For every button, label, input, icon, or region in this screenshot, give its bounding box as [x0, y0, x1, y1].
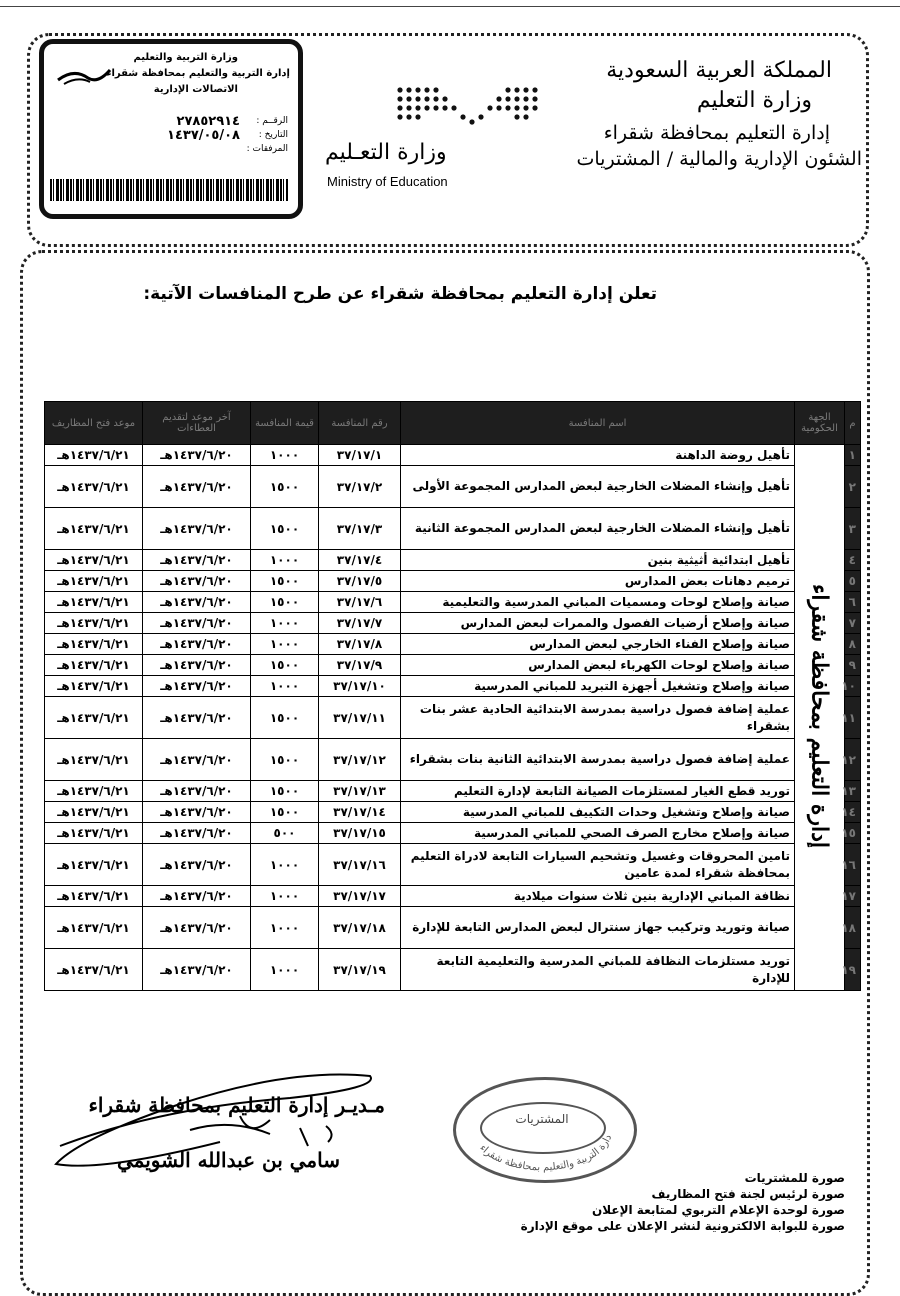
table-row	[45, 571, 861, 592]
serial-cell: ٨	[845, 634, 861, 655]
open-date-cell: ١٤٣٧/٦/٢١هـ	[45, 907, 143, 949]
tender-number-cell: ٣٧/١٧/١٧	[319, 886, 401, 907]
tender-value-cell: ١٠٠٠	[251, 886, 319, 907]
serial-cell: ١٧	[845, 886, 861, 907]
tender-value-cell: ١٥٠٠	[251, 802, 319, 823]
stamp-attachments-label: المرفقات :	[246, 144, 288, 154]
table-row	[45, 466, 861, 508]
open-date-cell: ١٤٣٧/٦/٢١هـ	[45, 592, 143, 613]
stamp-number: ٢٧٨٥٢٩١٤	[176, 114, 240, 129]
tender-name-cell: تأهيل روضة الداهنة	[401, 445, 795, 466]
stamp-logo-icon	[54, 62, 114, 90]
tender-value-cell: ١٠٠٠	[251, 676, 319, 697]
copy-line: صورة للمشتريات	[744, 1171, 845, 1185]
ministry-title: وزارة التعليم	[696, 88, 812, 113]
table-row	[45, 550, 861, 571]
signatory-name: سامي بن عبدالله الشويمي	[117, 1148, 340, 1172]
table-row	[45, 781, 861, 802]
table-row	[45, 739, 861, 781]
tender-number-cell: ٣٧/١٧/١٦	[319, 844, 401, 886]
tender-number-cell: ٣٧/١٧/٦	[319, 592, 401, 613]
tender-name-cell: صيانة وإصلاح الفناء الخارجي لبعض المدارس	[401, 634, 795, 655]
logo-english-text: Ministry of Education	[327, 174, 448, 189]
tender-name-cell: صيانة وإصلاح لوحات ومسميات المباني المدرسية والتعليمية	[401, 592, 795, 613]
serial-cell: ٧	[845, 613, 861, 634]
serial-cell: ١٥	[845, 823, 861, 844]
tender-name-cell: صيانة وإصلاح لوحات الكهرباء لبعض المدارس	[401, 655, 795, 676]
tender-number-cell: ٣٧/١٧/١٩	[319, 949, 401, 991]
header-department: الجهة الحكومية	[795, 402, 845, 445]
tender-value-cell: ١٥٠٠	[251, 508, 319, 550]
tender-value-cell: ١٠٠٠	[251, 949, 319, 991]
open-date-cell: ١٤٣٧/٦/٢١هـ	[45, 571, 143, 592]
stamp-number-label: الرقــم :	[256, 116, 288, 126]
tender-value-cell: ١٥٠٠	[251, 739, 319, 781]
tender-name-cell: تأهيل وإنشاء المضلات الخارجية لبعض المدارس المجموعة الأولى	[401, 466, 795, 508]
last-date-cell: ١٤٣٧/٦/٢٠هـ	[143, 739, 251, 781]
announcement-heading: تعلن إدارة التعليم بمحافظة شقراء عن طرح المنافسات الآتية:	[143, 284, 657, 304]
last-date-cell: ١٤٣٧/٦/٢٠هـ	[143, 508, 251, 550]
tender-name-cell: صيانة وتوريد وتركيب جهاز سنترال لبعض المدارس التابعة للإدارة	[401, 907, 795, 949]
ministry-logo-icon	[392, 82, 542, 130]
tender-number-cell: ٣٧/١٧/٧	[319, 613, 401, 634]
serial-cell: ١٩	[845, 949, 861, 991]
open-date-cell: ١٤٣٧/٦/٢١هـ	[45, 949, 143, 991]
table-row	[45, 508, 861, 550]
copy-line: صورة للبوابة الالكترونية لنشر الإعلان على موقع الإدارة	[520, 1219, 845, 1233]
tender-name-cell: تأهيل ابتدائية أثيثية بنين	[401, 550, 795, 571]
table-row	[45, 802, 861, 823]
header-serial: م	[845, 402, 861, 445]
last-date-cell: ١٤٣٧/٦/٢٠هـ	[143, 550, 251, 571]
tender-number-cell: ٣٧/١٧/٨	[319, 634, 401, 655]
open-date-cell: ١٤٣٧/٦/٢١هـ	[45, 844, 143, 886]
serial-cell: ١٦	[845, 844, 861, 886]
tender-value-cell: ١٠٠٠	[251, 445, 319, 466]
open-date-cell: ١٤٣٧/٦/٢١هـ	[45, 823, 143, 844]
table-row	[45, 697, 861, 739]
last-date-cell: ١٤٣٧/٦/٢٠هـ	[143, 592, 251, 613]
tender-number-cell: ٣٧/١٧/١٥	[319, 823, 401, 844]
tender-number-cell: ٣٧/١٧/١٢	[319, 739, 401, 781]
header-number: رقم المنافسة	[319, 402, 401, 445]
tender-value-cell: ١٠٠٠	[251, 907, 319, 949]
open-date-cell: ١٤٣٧/٦/٢١هـ	[45, 886, 143, 907]
table-row	[45, 949, 861, 991]
stamp-line-2: إدارة التربية والتعليم بمحافظة شقراء	[106, 68, 290, 79]
open-date-cell: ١٤٣٧/٦/٢١هـ	[45, 676, 143, 697]
section-title: الشئون الإدارية والمالية / المشتريات	[576, 148, 862, 170]
open-date-cell: ١٤٣٧/٦/٢١هـ	[45, 802, 143, 823]
tender-value-cell: ١٠٠٠	[251, 634, 319, 655]
tender-number-cell: ٣٧/١٧/١١	[319, 697, 401, 739]
last-date-cell: ١٤٣٧/٦/٢٠هـ	[143, 823, 251, 844]
open-date-cell: ١٤٣٧/٦/٢١هـ	[45, 550, 143, 571]
last-date-cell: ١٤٣٧/٦/٢٠هـ	[143, 844, 251, 886]
open-date-cell: ١٤٣٧/٦/٢١هـ	[45, 697, 143, 739]
serial-cell: ١٤	[845, 802, 861, 823]
stamp-line-1: وزارة التربية والتعليم	[133, 52, 238, 63]
copies-list	[500, 1170, 845, 1234]
tender-value-cell: ١٠٠٠	[251, 613, 319, 634]
stamp-date-label: التاريخ :	[258, 130, 288, 140]
tender-name-cell: صيانة وإصلاح وتشغيل وحدات التكييف للمباني المدرسية	[401, 802, 795, 823]
open-date-cell: ١٤٣٧/٦/٢١هـ	[45, 466, 143, 508]
last-date-cell: ١٤٣٧/٦/٢٠هـ	[143, 634, 251, 655]
table-row	[45, 676, 861, 697]
header-value: قيمة المنافسة	[251, 402, 319, 445]
svg-text:إدارة التربية والتعليم بمحافظة: دارة التربية والتعليم بمحافظة شقراء	[477, 1133, 615, 1174]
department-title: إدارة التعليم بمحافظة شقراء	[603, 122, 830, 144]
tender-name-cell: عملية إضافة فصول دراسية بمدرسة الابتدائية الحادية عشر بنات بشقراء	[401, 697, 795, 739]
stamp-line-3: الاتصالات الإدارية	[153, 84, 238, 95]
stamp-date: ١٤٣٧/٠٥/٠٨	[167, 128, 240, 143]
header-name: اسم المنافسة	[401, 402, 795, 445]
last-date-cell: ١٤٣٧/٦/٢٠هـ	[143, 613, 251, 634]
copy-line: صورة لرئيس لجنة فتح المظاريف	[651, 1187, 845, 1201]
tender-name-cell: تأهيل وإنشاء المضلات الخارجية لبعض المدارس المجموعة الثانية	[401, 508, 795, 550]
tender-name-cell: نظافة المباني الإدارية بنين ثلاث سنوات ميلادية	[401, 886, 795, 907]
last-date-cell: ١٤٣٧/٦/٢٠هـ	[143, 655, 251, 676]
seal-center-text: المشتريات	[515, 1112, 569, 1126]
open-date-cell: ١٤٣٧/٦/٢١هـ	[45, 655, 143, 676]
tender-number-cell: ٣٧/١٧/٢	[319, 466, 401, 508]
tender-name-cell: توريد مستلزمات النظافة للمباني المدرسية والتعليمية التابعة للإدارة	[401, 949, 795, 991]
tender-name-cell: تامين المحروقات وغسيل وتشحيم السيارات التابعة لادراة التعليم بمحافظة شقراء لمدة عامين	[401, 844, 795, 886]
tender-value-cell: ١٥٠٠	[251, 466, 319, 508]
table-row	[45, 655, 861, 676]
header-last-date: آخر موعد لتقديم العطاءات	[143, 402, 251, 445]
open-date-cell: ١٤٣٧/٦/٢١هـ	[45, 634, 143, 655]
last-date-cell: ١٤٣٧/٦/٢٠هـ	[143, 886, 251, 907]
registration-stamp	[39, 39, 303, 219]
last-date-cell: ١٤٣٧/٦/٢٠هـ	[143, 676, 251, 697]
logo-arabic-text: وزارة التعـليم	[325, 140, 447, 165]
table-row	[45, 445, 861, 466]
serial-cell: ٦	[845, 592, 861, 613]
tender-value-cell: ١٥٠٠	[251, 571, 319, 592]
serial-cell: ١٢	[845, 739, 861, 781]
barcode	[50, 179, 288, 201]
table-row	[45, 907, 861, 949]
tender-value-cell: ١٥٠٠	[251, 697, 319, 739]
tenders-table	[44, 401, 861, 991]
tender-value-cell: ١٠٠٠	[251, 844, 319, 886]
last-date-cell: ١٤٣٧/٦/٢٠هـ	[143, 445, 251, 466]
tender-name-cell: ترميم دهانات بعض المدارس	[401, 571, 795, 592]
serial-cell: ٣	[845, 508, 861, 550]
serial-cell: ١	[845, 445, 861, 466]
seal-ring-text	[453, 1077, 631, 1177]
tender-number-cell: ٣٧/١٧/١٤	[319, 802, 401, 823]
last-date-cell: ١٤٣٧/٦/٢٠هـ	[143, 949, 251, 991]
tender-name-cell: عملية إضافة فصول دراسية بمدرسة الابتدائية الثانية بنات بشقراء	[401, 739, 795, 781]
tender-number-cell: ٣٧/١٧/١٨	[319, 907, 401, 949]
department-cell	[795, 445, 845, 991]
table-row	[45, 844, 861, 886]
tender-number-cell: ٣٧/١٧/٤	[319, 550, 401, 571]
tender-name-cell: صيانة وإصلاح مخارج الصرف الصحي للمباني المدرسية	[401, 823, 795, 844]
tender-name-cell: صيانة وإصلاح أرضيات الفصول والممرات لبعض المدارس	[401, 613, 795, 634]
tender-value-cell: ١٥٠٠	[251, 592, 319, 613]
kingdom-title: المملكة العربية السعودية	[606, 58, 832, 83]
tender-number-cell: ٣٧/١٧/١٣	[319, 781, 401, 802]
open-date-cell: ١٤٣٧/٦/٢١هـ	[45, 508, 143, 550]
serial-cell: ٤	[845, 550, 861, 571]
last-date-cell: ١٤٣٧/٦/٢٠هـ	[143, 781, 251, 802]
serial-cell: ١٠	[845, 676, 861, 697]
last-date-cell: ١٤٣٧/٦/٢٠هـ	[143, 697, 251, 739]
last-date-cell: ١٤٣٧/٦/٢٠هـ	[143, 802, 251, 823]
table-header-row	[45, 402, 861, 445]
copy-line: صورة لوحدة الإعلام التربوي لمتابعة الإعلان	[592, 1203, 845, 1217]
serial-cell: ٩	[845, 655, 861, 676]
department-vertical-text: إدارة التعليم بمحافظة شقراء	[806, 583, 833, 849]
tender-name-cell: توريد قطع الغيار لمستلزمات الصيانة التابعة لإدارة التعليم	[401, 781, 795, 802]
signatory-title: مـديـر إدارة التعليم بمحافظة شقراء	[88, 1093, 385, 1117]
table-body	[45, 445, 861, 991]
serial-cell: ١٣	[845, 781, 861, 802]
open-date-cell: ١٤٣٧/٦/٢١هـ	[45, 445, 143, 466]
last-date-cell: ١٤٣٧/٦/٢٠هـ	[143, 907, 251, 949]
open-date-cell: ١٤٣٧/٦/٢١هـ	[45, 613, 143, 634]
tender-name-cell: صيانة وإصلاح وتشغيل أجهزة التبريد للمباني المدرسية	[401, 676, 795, 697]
last-date-cell: ١٤٣٧/٦/٢٠هـ	[143, 571, 251, 592]
table-row	[45, 886, 861, 907]
open-date-cell: ١٤٣٧/٦/٢١هـ	[45, 739, 143, 781]
tender-value-cell: ١٠٠٠	[251, 550, 319, 571]
tender-number-cell: ٣٧/١٧/١٠	[319, 676, 401, 697]
table-row	[45, 592, 861, 613]
serial-cell: ١١	[845, 697, 861, 739]
serial-cell: ١٨	[845, 907, 861, 949]
table-row	[45, 634, 861, 655]
table-row	[45, 823, 861, 844]
tender-number-cell: ٣٧/١٧/١	[319, 445, 401, 466]
tender-number-cell: ٣٧/١٧/٥	[319, 571, 401, 592]
last-date-cell: ١٤٣٧/٦/٢٠هـ	[143, 466, 251, 508]
open-date-cell: ١٤٣٧/٦/٢١هـ	[45, 781, 143, 802]
table-row	[45, 613, 861, 634]
serial-cell: ٥	[845, 571, 861, 592]
tender-number-cell: ٣٧/١٧/٩	[319, 655, 401, 676]
header-open-date: موعد فتح المظاريف	[45, 402, 143, 445]
tender-number-cell: ٣٧/١٧/٣	[319, 508, 401, 550]
serial-cell: ٢	[845, 466, 861, 508]
top-rule	[0, 6, 900, 7]
tender-value-cell: ٥٠٠	[251, 823, 319, 844]
tender-value-cell: ١٥٠٠	[251, 781, 319, 802]
tender-value-cell: ١٥٠٠	[251, 655, 319, 676]
